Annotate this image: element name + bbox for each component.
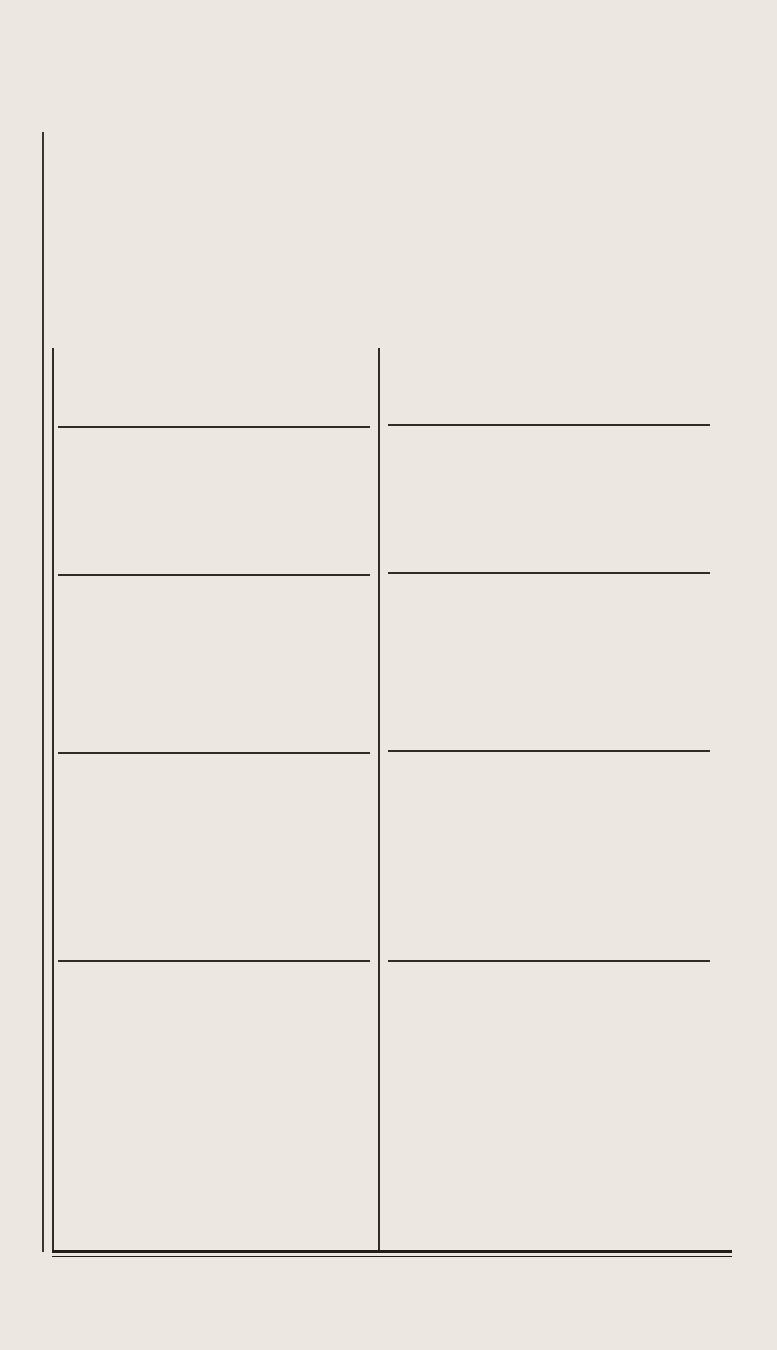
- table-left-border: [52, 348, 54, 1250]
- row-separator: [58, 960, 370, 962]
- table-column-divider: [378, 348, 380, 1250]
- row-separator: [388, 572, 710, 574]
- bottom-rule: [52, 1250, 732, 1253]
- row-separator: [58, 574, 370, 576]
- wavy-ornament-rule: [40, 112, 730, 134]
- row-separator: [58, 426, 370, 428]
- row-separator: [388, 424, 710, 426]
- row-separator: [58, 752, 370, 754]
- row-separator: [388, 750, 710, 752]
- bottom-rule-thin: [52, 1256, 732, 1257]
- row-separator: [388, 960, 710, 962]
- left-frame-rule: [42, 132, 44, 1252]
